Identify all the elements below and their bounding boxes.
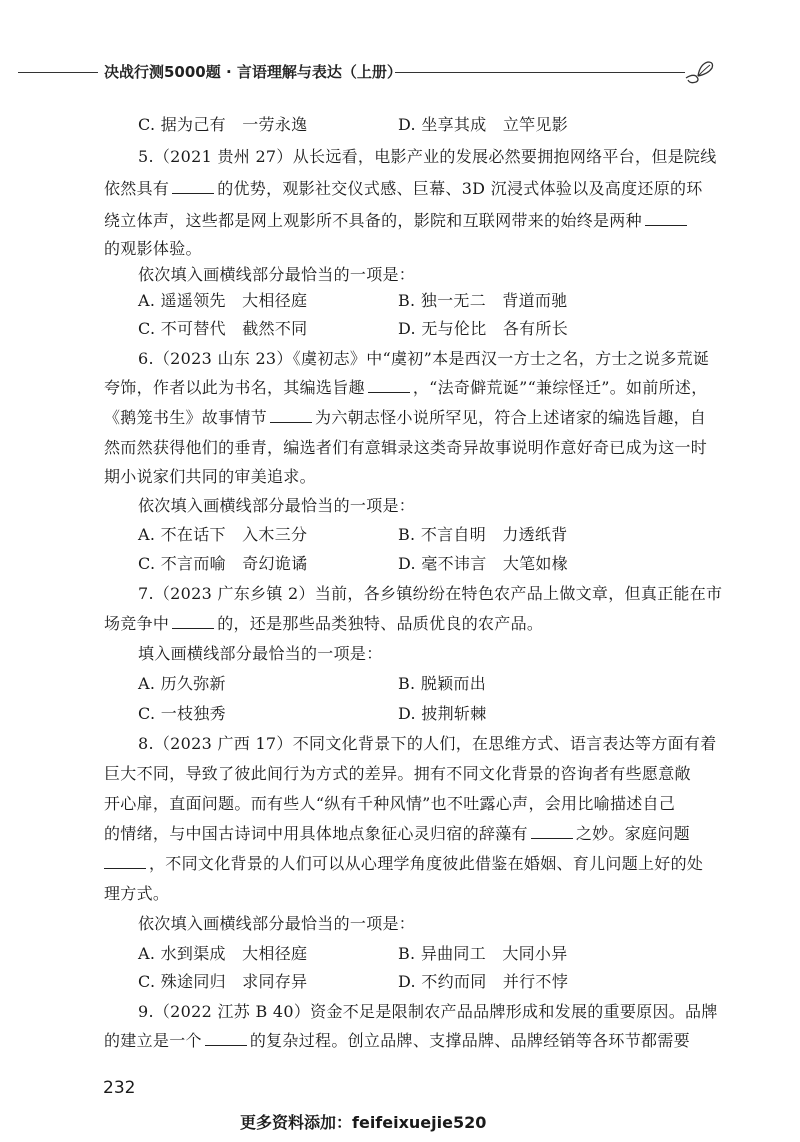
q7-stem-line1: 7.（2023 广东乡镇 2）当前，各乡镇纷纷在特色农产品上做文章，但真正能在市 xyxy=(138,584,723,603)
q5-option-d: D. 无与伦比 各有所长 xyxy=(398,319,569,338)
q8-stem-line3: 开心扉，直面问题。而有些人“纵有千种风情”也不吐露心声，会用比喻描述自己 xyxy=(104,794,676,813)
q7-text: 场竞争中 xyxy=(104,614,170,633)
q8-stem-line6: 理方式。 xyxy=(104,884,170,903)
q5-option-b: B. 独一无二 背道而驰 xyxy=(398,291,568,310)
q5-stem-line4: 的观影体验。 xyxy=(104,239,202,258)
q7-option-b: B. 脱颖而出 xyxy=(398,674,487,693)
q8-stem-line4 xyxy=(104,824,690,844)
q5-option-c: C. 不可替代 截然不同 xyxy=(138,319,308,338)
q6-option-a: A. 不在话下 入木三分 xyxy=(138,525,308,544)
q9-stem-line2 xyxy=(104,1031,690,1051)
q7-prompt: 填入画横线部分最恰当的一项是： xyxy=(138,644,383,663)
answer-blank xyxy=(368,378,410,393)
answer-blank xyxy=(172,179,214,194)
q8-stem-line2: 巨大不同，导致了彼此间行为方式的差异。拥有不同文化背景的咨询者有些愿意敞 xyxy=(104,764,691,783)
q5-stem-line2 xyxy=(104,179,703,199)
q5-stem-line3 xyxy=(104,211,690,231)
q6-stem-line5: 期小说家们共同的审美追求。 xyxy=(104,467,316,486)
q7-text: 的，还是那些品类独特、品质优良的农产品。 xyxy=(217,614,544,633)
answer-blank xyxy=(531,824,573,839)
q5-text: 绕立体声，这些都是网上观影所不具备的，影院和互联网带来的始终是两种 xyxy=(104,211,642,230)
footer-note: 更多资料添加：feifeixuejie520 xyxy=(240,1113,487,1132)
q6-prompt: 依次填入画横线部分最恰当的一项是： xyxy=(138,496,416,515)
q9-stem-line1: 9.（2022 江苏 B 40）资金不足是限制农产品品牌形成和发展的重要原因。品牌 xyxy=(138,1002,718,1021)
answer-blank xyxy=(270,408,312,423)
q8-text: ，不同文化背景的人们可以从心理学角度彼此借鉴在婚姻、育儿问题上好的处 xyxy=(149,854,704,873)
q8-option-b: B. 异曲同工 大同小异 xyxy=(398,944,568,963)
answer-blank xyxy=(205,1031,247,1046)
q5-text: 依然具有 xyxy=(104,179,170,198)
q6-stem-line3 xyxy=(104,408,706,428)
running-header xyxy=(0,56,800,90)
q8-stem-line5 xyxy=(104,854,703,874)
q7-option-d: D. 披荆斩棘 xyxy=(398,704,487,723)
answer-blank xyxy=(172,614,214,629)
q6-text: 夸饰，作者以此为书名，其编选旨趣 xyxy=(104,378,365,397)
q8-option-c: C. 殊途同归 求同存异 xyxy=(138,972,308,991)
q8-stem-line1: 8.（2023 广西 17）不同文化背景下的人们，在思维方式、语言表达等方面有着 xyxy=(138,734,717,753)
q5-prompt: 依次填入画横线部分最恰当的一项是： xyxy=(138,265,416,284)
q7-option-a: A. 历久弥新 xyxy=(138,674,226,693)
q6-option-d: D. 毫不讳言 大笔如椽 xyxy=(398,554,569,573)
q4-option-c: C. 据为己有 一劳永逸 xyxy=(138,115,308,134)
q6-option-b: B. 不言自明 力透纸背 xyxy=(398,525,568,544)
q5-option-a: A. 遥遥领先 大相径庭 xyxy=(138,291,308,310)
header-rule-left xyxy=(18,72,98,73)
answer-blank xyxy=(645,211,687,226)
q6-text: ，“法奇僻荒诞”“兼综怪迁”。如前所述， xyxy=(412,378,708,397)
page-number: 232 xyxy=(103,1078,136,1098)
q5-stem-line1: 5.（2021 贵州 27）从长远看，电影产业的发展必然要拥抱网络平台，但是院线 xyxy=(138,147,717,166)
q8-text: 的情绪，与中国古诗词中用具体地点象征心灵归宿的辞藻有 xyxy=(104,824,528,843)
q5-text: 的优势，观影社交仪式感、巨幕、3D 沉浸式体验以及高度还原的环 xyxy=(217,179,703,198)
q9-text: 的复杂过程。创立品牌、支撑品牌、品牌经销等各环节都需要 xyxy=(249,1031,690,1050)
header-rule-right xyxy=(395,72,685,73)
q6-option-c: C. 不言而喻 奇幻诡谲 xyxy=(138,554,308,573)
q7-stem-line2 xyxy=(104,614,543,634)
q6-text: 《鹅笼书生》故事情节 xyxy=(104,408,268,427)
book-title: 决战行测5000题 · 言语理解与表达（上册） xyxy=(104,63,402,81)
q6-stem-line4: 然而然获得他们的垂青，编选者们有意辑录这类奇异故事说明作意好奇已成为这一时 xyxy=(104,438,708,457)
q6-stem-line1: 6.（2023 山东 23）《虞初志》中“虞初”本是西汉一方士之名，方士之说多荒诞 xyxy=(138,349,710,368)
q8-option-a: A. 水到渠成 大相径庭 xyxy=(138,944,308,963)
q8-option-d: D. 不约而同 并行不悖 xyxy=(398,972,569,991)
q8-text: 之妙。家庭问题 xyxy=(575,824,690,843)
q7-option-c: C. 一枝独秀 xyxy=(138,704,226,723)
answer-blank xyxy=(104,854,146,869)
q6-text: 为六朝志怪小说所罕见，符合上述诸家的编选旨趣，自 xyxy=(315,408,707,427)
sprout-icon xyxy=(682,56,718,88)
q6-stem-line2 xyxy=(104,378,708,398)
q9-text: 的建立是一个 xyxy=(104,1031,202,1050)
q8-prompt: 依次填入画横线部分最恰当的一项是： xyxy=(138,914,416,933)
q4-option-d: D. 坐享其成 立竿见影 xyxy=(398,115,569,134)
